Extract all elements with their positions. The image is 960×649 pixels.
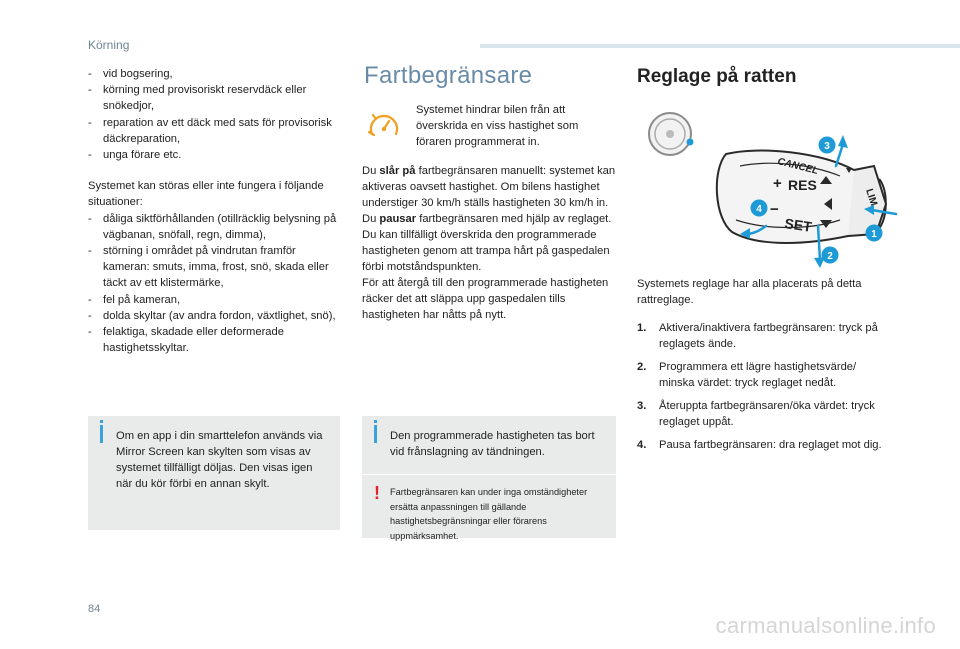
info-text: Om en app i din smarttelefon används via Mirror Screen kan skylten som visas av systemet tillfälligt döljas. Den visas igen när du kör förbi en annan skylt.	[116, 430, 323, 490]
res-label: RES	[788, 177, 817, 193]
disturbance-intro: Systemet kan störas eller inte fungera i följande situationer:	[88, 180, 324, 209]
cancel-label: CANCEL	[776, 156, 820, 177]
mirror-screen-info-box	[88, 416, 340, 530]
disturbance-list	[88, 211, 344, 357]
callout-2-label: 2	[827, 251, 833, 262]
bold-text: slår på	[379, 165, 416, 177]
list-item	[637, 398, 887, 430]
controls-list	[637, 320, 887, 453]
list-item: - vid bogsering,	[88, 66, 344, 82]
lim-label: LIM	[863, 187, 879, 208]
speed-limiter-title: Fartbegränsare	[364, 62, 533, 89]
minus-label: −	[770, 201, 779, 218]
plus-label: +	[773, 175, 782, 192]
page-number: 84	[88, 603, 101, 615]
return-paragraph: För att återgå till den programmerade hastigheten räcker det att släppa upp gaspedalen tills hastigheten har nåtts på nytt.	[362, 277, 609, 321]
watermark: carmanualsonline.info	[715, 613, 936, 638]
info-icon	[374, 425, 377, 443]
item-text: Pausa fartbegränsaren: dra reglaget mot dig.	[659, 439, 882, 451]
list-item: - reparation av ett däck med sats för provisorisk däckreparation,	[88, 115, 344, 147]
steering-controls-text	[637, 276, 887, 460]
disturbance-paragraph	[88, 178, 344, 356]
steering-wheel-icon	[649, 113, 694, 155]
list-item: - körning med provisoriskt reservdäck eller snökedjor,	[88, 82, 344, 114]
text: fartbegränsaren med hjälp av reglaget.	[416, 213, 612, 225]
callout-3-label: 3	[824, 141, 830, 152]
warning-note	[374, 483, 604, 543]
arrowhead-icon	[838, 135, 848, 148]
info-text: Den programmerade hastigheten tas bort vid frånslagning av tändningen.	[390, 430, 595, 458]
item-number: 3.	[637, 400, 647, 412]
list-item: - dåliga siktförhållanden (otillräcklig belysning på vägbanan, snöfall, regn, dimma),	[88, 211, 344, 243]
callout-4-label: 4	[756, 204, 762, 215]
item-number: 2.	[637, 361, 647, 373]
item-number: 4.	[637, 439, 647, 451]
header-bar	[480, 44, 960, 48]
controls-intro: Systemets reglage har alla placerats på detta rattreglage.	[637, 278, 862, 306]
list-item: - dolda skyltar (av andra fordon, växtlighet, snö),	[88, 308, 344, 324]
speed-limiter-body	[362, 163, 620, 323]
list-item	[637, 359, 887, 391]
item-number: 1.	[637, 322, 647, 334]
list-item	[637, 320, 887, 352]
bold-text: pausar	[379, 213, 417, 225]
overtake-paragraph: Du kan tillfälligt överskrida den programmerade hastigheten genom att trampa hårt på gaspedalen förbi motståndspunkten.	[362, 229, 610, 273]
warning-text: Fartbegränsaren kan under inga omständigheter ersätta anpassningen till gällande hastighetsbegränsningar eller förarens uppmärksamhet.	[390, 487, 588, 541]
text: Du	[362, 165, 380, 177]
steering-control-diagram	[640, 108, 898, 272]
section-label: Körning	[88, 38, 130, 52]
speed-limiter-intro: Systemet hindrar bilen från att överskrida en viss hastighet som föraren programmerat in.	[416, 104, 579, 148]
callout-1-label: 1	[871, 229, 877, 240]
item-text: Aktivera/inaktivera fartbegränsaren: tryck på reglagets ände.	[659, 322, 878, 350]
conditions-list	[88, 66, 344, 163]
item-text: Återuppta fartbegränsaren/öka värdet: tryck reglaget uppåt.	[659, 400, 875, 428]
list-item: - felaktiga, skadade eller deformerade hastighetsskyltar.	[88, 324, 344, 356]
list-item: - unga förare etc.	[88, 147, 344, 163]
text: fartbegränsaren manuellt: systemet kan aktiveras oavsett hastighet. Om bilens hastighet understiger 30 km/h ställs hastigheten 30 km/h in.	[362, 165, 616, 209]
text: Du	[362, 213, 380, 225]
activation-paragraph	[362, 163, 620, 211]
divider	[362, 474, 616, 475]
warning-icon: !	[374, 483, 380, 503]
set-label: SET	[783, 215, 813, 235]
steering-controls-title: Reglage på ratten	[637, 66, 797, 87]
ignition-info-box	[362, 416, 616, 541]
list-item: - fel på kameran,	[88, 292, 344, 308]
list-item	[637, 437, 887, 453]
item-text: Programmera ett lägre hastighetsvärde/ minska värdet: tryck reglaget nedåt.	[659, 361, 857, 389]
pause-paragraph	[362, 211, 620, 227]
left-column	[88, 66, 344, 356]
speed-limiter-icon	[366, 110, 404, 142]
list-item: - störning i området på vindrutan framför kameran: smuts, imma, frost, snö, skada eller täckt av ett klistermärke,	[88, 243, 344, 292]
info-icon	[100, 425, 103, 443]
